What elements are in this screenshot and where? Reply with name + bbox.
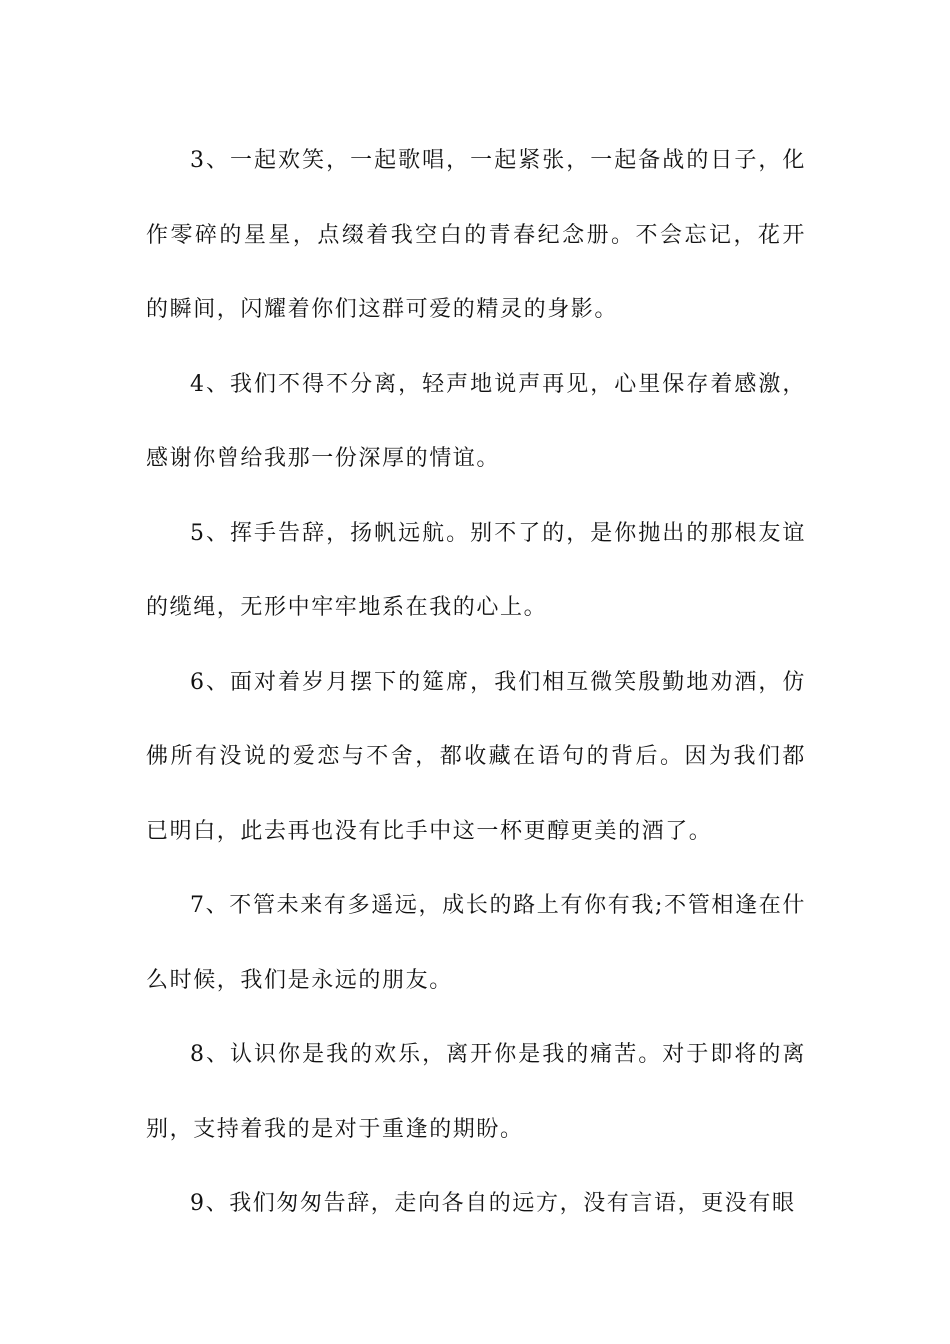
paragraph-5: 5、挥手告辞，扬帆远航。别不了的，是你抛出的那根友谊的缆绳，无形中牢牢地系在我的心上。 xyxy=(146,520,806,620)
paragraph-4: 4、我们不得不分离，轻声地说声再见，心里保存着感激，感谢你曾给我那一份深厚的情谊。 xyxy=(146,371,806,471)
paragraph-9: 9、我们匆匆告辞，走向各自的远方，没有言语，更没有眼 xyxy=(190,1191,796,1216)
paragraph-7: 7、不管未来有多遥远，成长的路上有你有我;不管相逢在什么时候，我们是永远的朋友。 xyxy=(146,893,806,993)
document-body xyxy=(146,124,806,1242)
paragraph-3: 3、一起欢笑，一起歌唱，一起紧张，一起备战的日子，化作零碎的星星，点缀着我空白的青春纪念册。不会忘记，花开的瞬间，闪耀着你们这群可爱的精灵的身影。 xyxy=(146,148,806,322)
paragraph-8: 8、认识你是我的欢乐，离开你是我的痛苦。对于即将的离别，支持着我的是对于重逢的期盼。 xyxy=(146,1042,806,1142)
paragraph-6: 6、面对着岁月摆下的筵席，我们相互微笑殷勤地劝酒，仿佛所有没说的爱恋与不舍，都收藏在语句的背后。因为我们都已明白，此去再也没有比手中这一杯更醇更美的酒了。 xyxy=(146,669,806,844)
